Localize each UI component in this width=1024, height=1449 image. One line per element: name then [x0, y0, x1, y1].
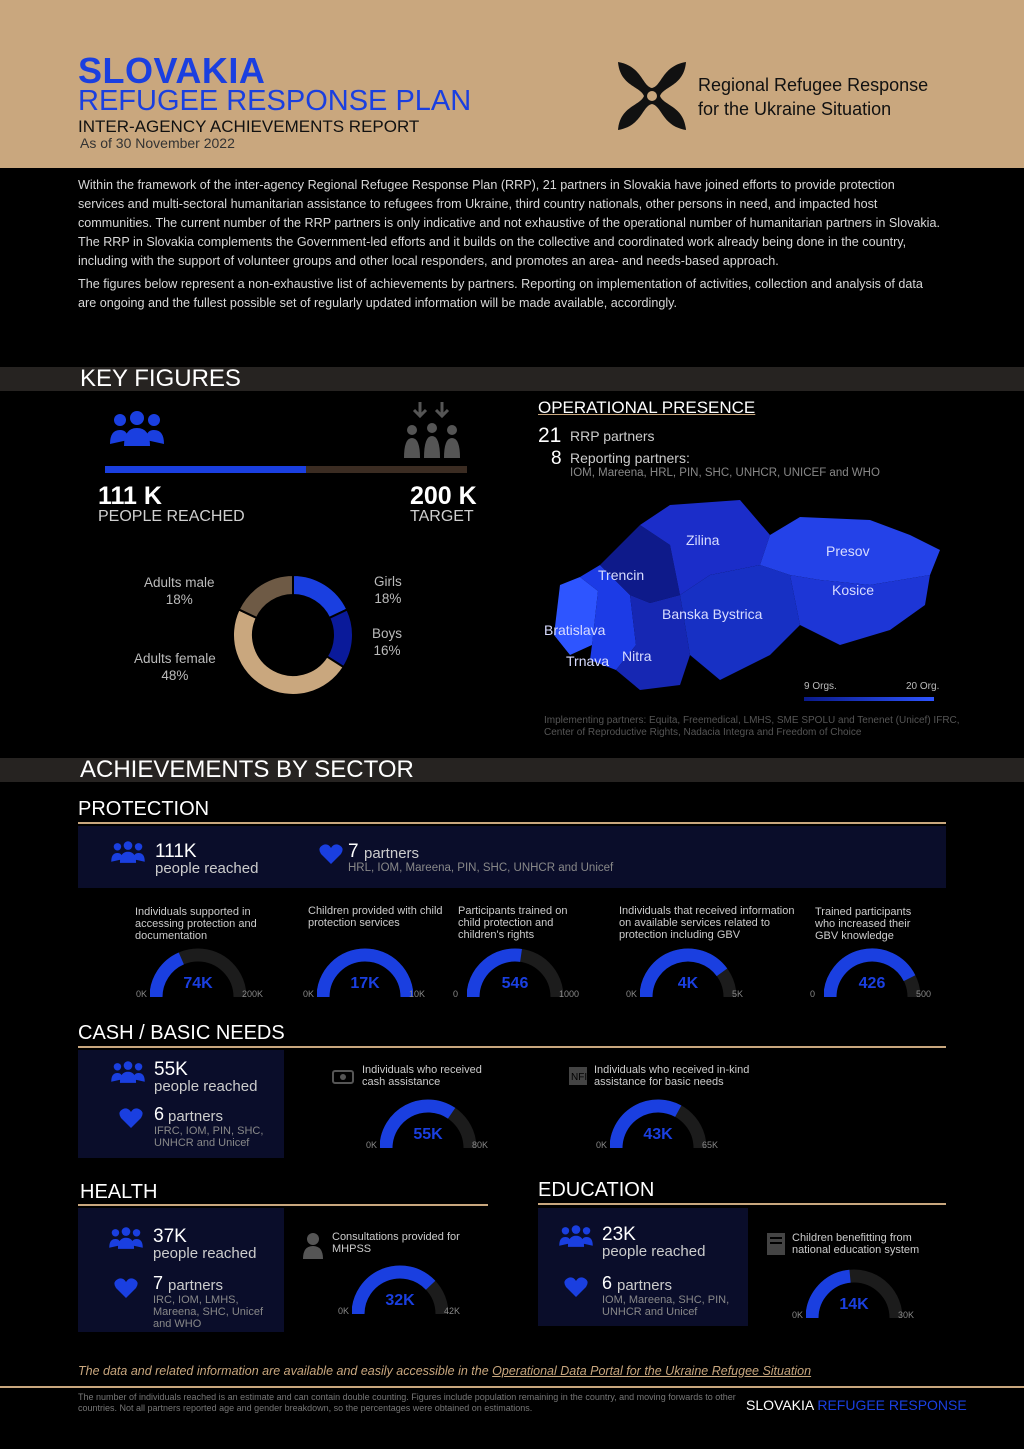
adults-female-pct: 48% [161, 668, 189, 683]
donut-label-adults-female [134, 650, 216, 684]
intro-paragraph-1: Within the framework of the inter-agency Regional Refugee Response Plan (RRP), 21 partners in Slovakia have joined efforts to provide protection services and multi-sectoral humanitarian assistance to refugees from Ukraine, third country nationals, other persons in need, and impacted host communities. The current number of the RRP partners is only indicative and not exhaustive of the operational number of humanitarian partners in Slovakia. The RRP in Slovakia complements the Government-led efforts and it builds on the collective and coordinated work already being done in the country, including with the support of volunteer groups and other local responders, and promotes an area- and needs-based approach. [78, 178, 940, 268]
health-reached-value: 37K [153, 1226, 187, 1247]
gauge-min: 0K [136, 989, 148, 999]
map-label-zilina: Zilina [686, 532, 720, 548]
gauge-value: 17K [350, 975, 380, 992]
svg-text:NFI: NFI [571, 1072, 588, 1083]
region-bratislava [554, 577, 598, 655]
people-icon [108, 410, 166, 450]
footer-disclaimer: The number of individuals reached is an estimate and can contain double counting. Figures include population remaining in the country, and moving forwards to other countries. Not all partners reported age and gender breakdown, so the percentages were obtained on estimations. [78, 1392, 736, 1413]
gauge-min: 0 [453, 989, 459, 999]
health-partners-list: IRC, IOM, LMHS, Mareena, SHC, Unicef and WHO [153, 1294, 264, 1330]
boys-pct: 16% [373, 643, 401, 658]
gauge-max: 5K [732, 989, 744, 999]
country-title: SLOVAKIA [78, 50, 266, 91]
person-icon [302, 1232, 324, 1260]
donut-label-girls [374, 573, 402, 607]
donut-slice-adults-female [233, 609, 344, 695]
slovakia-map [540, 495, 950, 700]
report-title: INTER-AGENCY ACHIEVEMENTS REPORT [78, 117, 420, 136]
gauge-min: 0K [366, 1140, 378, 1150]
girls-label: Girls [374, 574, 402, 589]
cash-gauge-1-label: Individuals who received cash assistance [362, 1064, 482, 1088]
map-label-banska-bystrica: Banska Bystrica [662, 606, 763, 622]
education-title: EDUCATION [538, 1179, 655, 1201]
cash-title: CASH / BASIC NEEDS [78, 1022, 285, 1044]
protection-gauge-2-label: Children provided with child protection services [308, 905, 443, 929]
gauge-max: 10K [409, 989, 426, 999]
protection-gauge-5 [810, 945, 964, 999]
reporting-partners-list: IOM, Mareena, HRL, PIN, SHC, UNHCR, UNICEF and WHO [570, 467, 880, 479]
heart-hand-icon [113, 1276, 139, 1300]
protection-reached-value: 111K [155, 841, 197, 862]
data-portal-link[interactable]: Operational Data Portal for the Ukraine Refugee Situation [492, 1364, 812, 1378]
map-label-bratislava: Bratislava [544, 622, 606, 638]
people-icon [110, 1060, 146, 1086]
protection-gauge-4 [626, 945, 780, 999]
gauge-min: 0K [303, 989, 315, 999]
heart-hand-icon [563, 1275, 589, 1299]
footer-brand-response: REFUGEE RESPONSE [817, 1397, 967, 1413]
protection-gauge-2 [303, 945, 457, 999]
people-icon [108, 1226, 144, 1252]
adults-male-label: Adults male [144, 575, 215, 590]
gauge-value: 74K [183, 975, 213, 992]
gauge-max: 30K [898, 1310, 915, 1320]
gauge-value: 4K [677, 975, 699, 992]
protection-partners-label: partners [364, 845, 420, 862]
education-divider [538, 1203, 946, 1205]
cash-partners-label: partners [168, 1108, 224, 1125]
logo-text [698, 73, 928, 121]
people-reached-label: PEOPLE REACHED [98, 508, 245, 525]
adults-male-pct: 18% [165, 592, 193, 607]
plan-title: REFUGEE RESPONSE PLAN [78, 85, 472, 117]
operational-presence-title: OPERATIONAL PRESENCE [538, 398, 756, 417]
footer-note [78, 1364, 811, 1378]
education-gauge-1 [792, 1266, 946, 1320]
map-label-trencin: Trencin [598, 567, 645, 583]
gauge-max: 500 [916, 989, 932, 999]
health-gauge-1-label: Consultations provided for MHPSS [332, 1231, 460, 1255]
basic-needs-icon [568, 1066, 588, 1086]
map-legend-min: 9 Orgs. [804, 681, 837, 692]
footer-divider [0, 1386, 1024, 1388]
intro-paragraph-2: The figures below represent a non-exhaustive list of achievements by partners. Reporting on implementation of activities, collection and analysis of data are ongoing and the fullest possible set of regularly updated information will be made available, accordingly. [78, 277, 923, 310]
protection-divider [78, 822, 946, 824]
gauge-max: 42K [444, 1306, 461, 1316]
book-icon [766, 1232, 786, 1256]
cash-gauge-2-label: Individuals who received in-kind assistance for basic needs [594, 1064, 750, 1088]
health-partners-count: 7 [153, 1273, 164, 1293]
footer-note-text: The data and related information are available and easily accessible in the [78, 1364, 493, 1378]
people-icon [110, 840, 146, 866]
reporting-partners-label: Reporting partners: [570, 450, 690, 466]
logo-line-1: Regional Refugee Response [698, 75, 929, 95]
target-value: 200 K [410, 482, 477, 510]
health-divider [78, 1204, 488, 1206]
intro-text [78, 176, 944, 313]
demographic-donut-chart [230, 572, 356, 698]
footer-brand-country: SLOVAKIA [746, 1397, 814, 1413]
gauge-value: 32K [385, 1292, 415, 1309]
gauge-value: 426 [858, 975, 886, 992]
people-icon [558, 1224, 594, 1250]
target-progress-fill [105, 466, 306, 473]
protection-gauge-1-label: Individuals supported in accessing protection and documentation [135, 906, 257, 942]
reporting-partners-count: 8 [551, 448, 562, 469]
target-progress-bar [105, 466, 467, 473]
protection-gauge-4-label: Individuals that received information on available services related to protection including GBV [619, 905, 795, 941]
boys-label: Boys [372, 626, 403, 641]
education-gauge-1-label: Children benefitting from national education system [792, 1232, 920, 1256]
gauge-max: 1000 [559, 989, 580, 999]
health-title: HEALTH [80, 1181, 158, 1203]
education-partners-count: 6 [602, 1273, 613, 1293]
health-reached-label: people reached [153, 1245, 257, 1262]
donut-label-adults-male [144, 574, 215, 608]
girls-pct: 18% [374, 591, 402, 606]
gauge-min: 0K [338, 1306, 350, 1316]
gauge-max: 80K [472, 1140, 489, 1150]
gauge-value: 43K [643, 1126, 673, 1143]
map-legend-bar [804, 697, 934, 701]
map-label-kosice: Kosice [832, 582, 875, 598]
education-reached-value: 23K [602, 1224, 636, 1245]
map-label-presov: Presov [826, 543, 870, 559]
education-partners-label: partners [617, 1277, 673, 1294]
key-figures-title: KEY FIGURES [80, 365, 241, 392]
rrp-partners-label: RRP partners [570, 428, 655, 444]
cash-reached-label: people reached [154, 1078, 258, 1095]
cash-reached-value: 55K [154, 1059, 188, 1080]
gauge-min: 0K [596, 1140, 608, 1150]
map-legend-max: 20 Org. [906, 681, 940, 692]
gauge-min: 0K [626, 989, 638, 999]
gauge-value: 14K [839, 1296, 869, 1313]
implementing-partners: Implementing partners: Equita, Freemedical, LMHS, SME SPOLU and Tenenet (Unicef) IFRC, Center of Reproductive Rights, Nadacia Integra and Freedom of Choice [544, 715, 960, 738]
protection-partners-list: HRL, IOM, Mareena, PIN, SHC, UNHCR and Unicef [348, 862, 614, 874]
heart-hand-icon [118, 1106, 144, 1130]
education-partners-list: IOM, Mareena, SHC, PIN, UNHCR and Unicef [602, 1294, 730, 1318]
protection-title: PROTECTION [78, 798, 210, 820]
gauge-value: 55K [413, 1126, 443, 1143]
cash-icon [332, 1068, 354, 1086]
gauge-min: 0 [810, 989, 816, 999]
protection-reached-label: people reached [155, 860, 259, 877]
family-target-icon [400, 400, 466, 462]
footer-brand [746, 1397, 967, 1413]
gauge-min: 0K [792, 1310, 804, 1320]
adults-female-label: Adults female [134, 651, 216, 666]
gauge-max: 65K [702, 1140, 719, 1150]
protection-summary-box [78, 826, 946, 888]
cash-partners-list: IFRC, IOM, PIN, SHC, UNHCR and Unicef [154, 1125, 264, 1149]
cash-gauge-1 [366, 1096, 520, 1150]
people-reached-value: 111 K [98, 482, 162, 510]
donut-slice-girls [293, 575, 347, 618]
heart-hand-icon [318, 842, 344, 866]
protection-gauge-5-label: Trained participants who increased their GBV knowledge [815, 906, 912, 942]
gauge-max: 200K [242, 989, 264, 999]
logo-icon [612, 56, 692, 136]
report-date: As of 30 November 2022 [80, 135, 235, 151]
education-reached-label: people reached [602, 1243, 706, 1260]
donut-label-boys [372, 625, 402, 659]
health-partners-label: partners [168, 1277, 224, 1294]
cash-gauge-2 [596, 1096, 750, 1150]
health-gauge-1 [338, 1262, 492, 1316]
protection-gauge-3 [453, 945, 607, 999]
donut-slice-adults-male [239, 575, 293, 618]
logo-line-2: for the Ukraine Situation [698, 99, 892, 119]
protection-gauge-1 [136, 945, 290, 999]
protection-partners-count: 7 [348, 841, 359, 862]
cash-divider [78, 1046, 946, 1048]
protection-gauge-3-label: Participants trained on child protection and children's rights [458, 905, 568, 941]
map-label-nitra: Nitra [622, 648, 652, 664]
achievements-title: ACHIEVEMENTS BY SECTOR [80, 756, 414, 783]
gauge-value: 546 [501, 975, 529, 992]
cash-partners-count: 6 [154, 1104, 165, 1124]
map-label-trnava: Trnava [566, 653, 610, 669]
rrp-partners-count: 21 [538, 424, 562, 447]
target-label: TARGET [410, 508, 474, 525]
